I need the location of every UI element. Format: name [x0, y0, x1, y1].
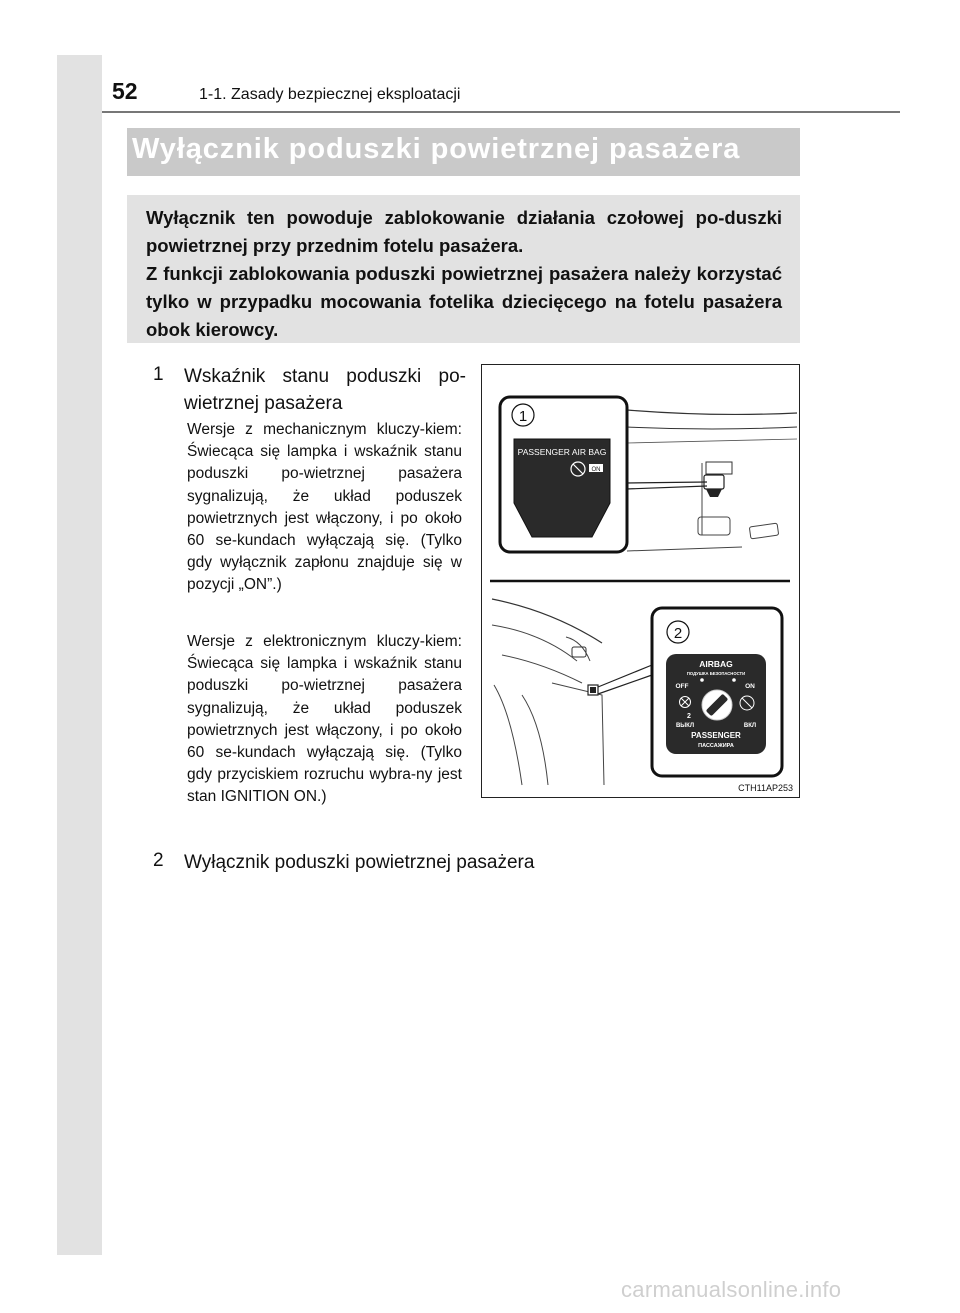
margin-band — [57, 55, 102, 1255]
switch-on-ru: ВКЛ — [743, 723, 757, 729]
item-1-paragraph-1: Wersje z mechanicznym kluczy-kiem: Świecąca się lampka i wskaźnik stanu poduszki po-wietrznej pasażera sygnalizują, że układ poduszek powietrznych jest włączony, i po około 60 se-kundach wyłączają się. (Tylko gdy wyłącznik zapłonu znajduje się w pozycji „ON”.) — [187, 421, 462, 594]
switch-passenger: PASSENGER — [691, 731, 741, 740]
running-header: 1-1. Zasady bezpiecznej eksploatacji — [199, 86, 461, 103]
switch-small-2: 2 — [687, 713, 691, 720]
section-title: Wyłącznik poduszki powietrznej pasażera — [132, 133, 741, 165]
item-1-paragraph-2: Wersje z elektronicznym kluczy-kiem: Świecąca się lampka i wskaźnik stanu poduszki po-wietrznej pasażera sygnalizują, że układ poduszek powietrznych jest włączony, i po około 60 se-kundach wyłączają się. (Tylko gdy przyciskiem rozruchu wybra-ny jest stan IGNITION ON.) — [187, 633, 462, 806]
header-rule — [102, 111, 900, 113]
intro-paragraph-2: Z funkcji zablokowania poduszki powietrznej pasażera należy korzystać tylko w przypadku mocowania fotelika dziecięcego na fotelu pasażera obok kierowcy. — [146, 263, 782, 340]
switch-passenger-ru: ПАССАЖИРА — [698, 743, 734, 749]
indicator-on: ON — [591, 467, 601, 473]
intro-paragraph-1: Wyłącznik ten powoduje zablokowanie działania czołowej po-duszki powietrznej przy przednim fotelu pasażera. — [146, 207, 782, 256]
illustration-drawing — [482, 365, 801, 799]
figure-callout-1: 1 — [518, 408, 528, 425]
item-title-2: Wyłącznik poduszki powietrznej pasażera — [184, 852, 535, 873]
switch-airbag: AIRBAG — [699, 659, 733, 669]
item-title-1: Wskaźnik stanu poduszki po-wietrznej pasażera — [184, 366, 466, 414]
switch-on: ON — [745, 683, 755, 690]
figure-code: CTH11AP253 — [738, 783, 793, 793]
item-number-1: 1 — [153, 364, 164, 385]
watermark: carmanualsonline.info — [621, 1277, 842, 1302]
figure-callout-2: 2 — [673, 625, 683, 642]
item-number-2: 2 — [153, 850, 164, 871]
switch-airbag-ru: ПОДУШКА БЕЗОПАСНОСТИ — [686, 671, 746, 676]
switch-off: OFF — [675, 683, 689, 690]
indicator-label: PASSENGER AIR BAG — [517, 447, 607, 457]
page-number: 52 — [112, 78, 138, 104]
dashboard-illustration — [481, 364, 800, 798]
switch-off-ru: ВЫКЛ — [675, 723, 695, 729]
intro-text — [146, 204, 782, 344]
